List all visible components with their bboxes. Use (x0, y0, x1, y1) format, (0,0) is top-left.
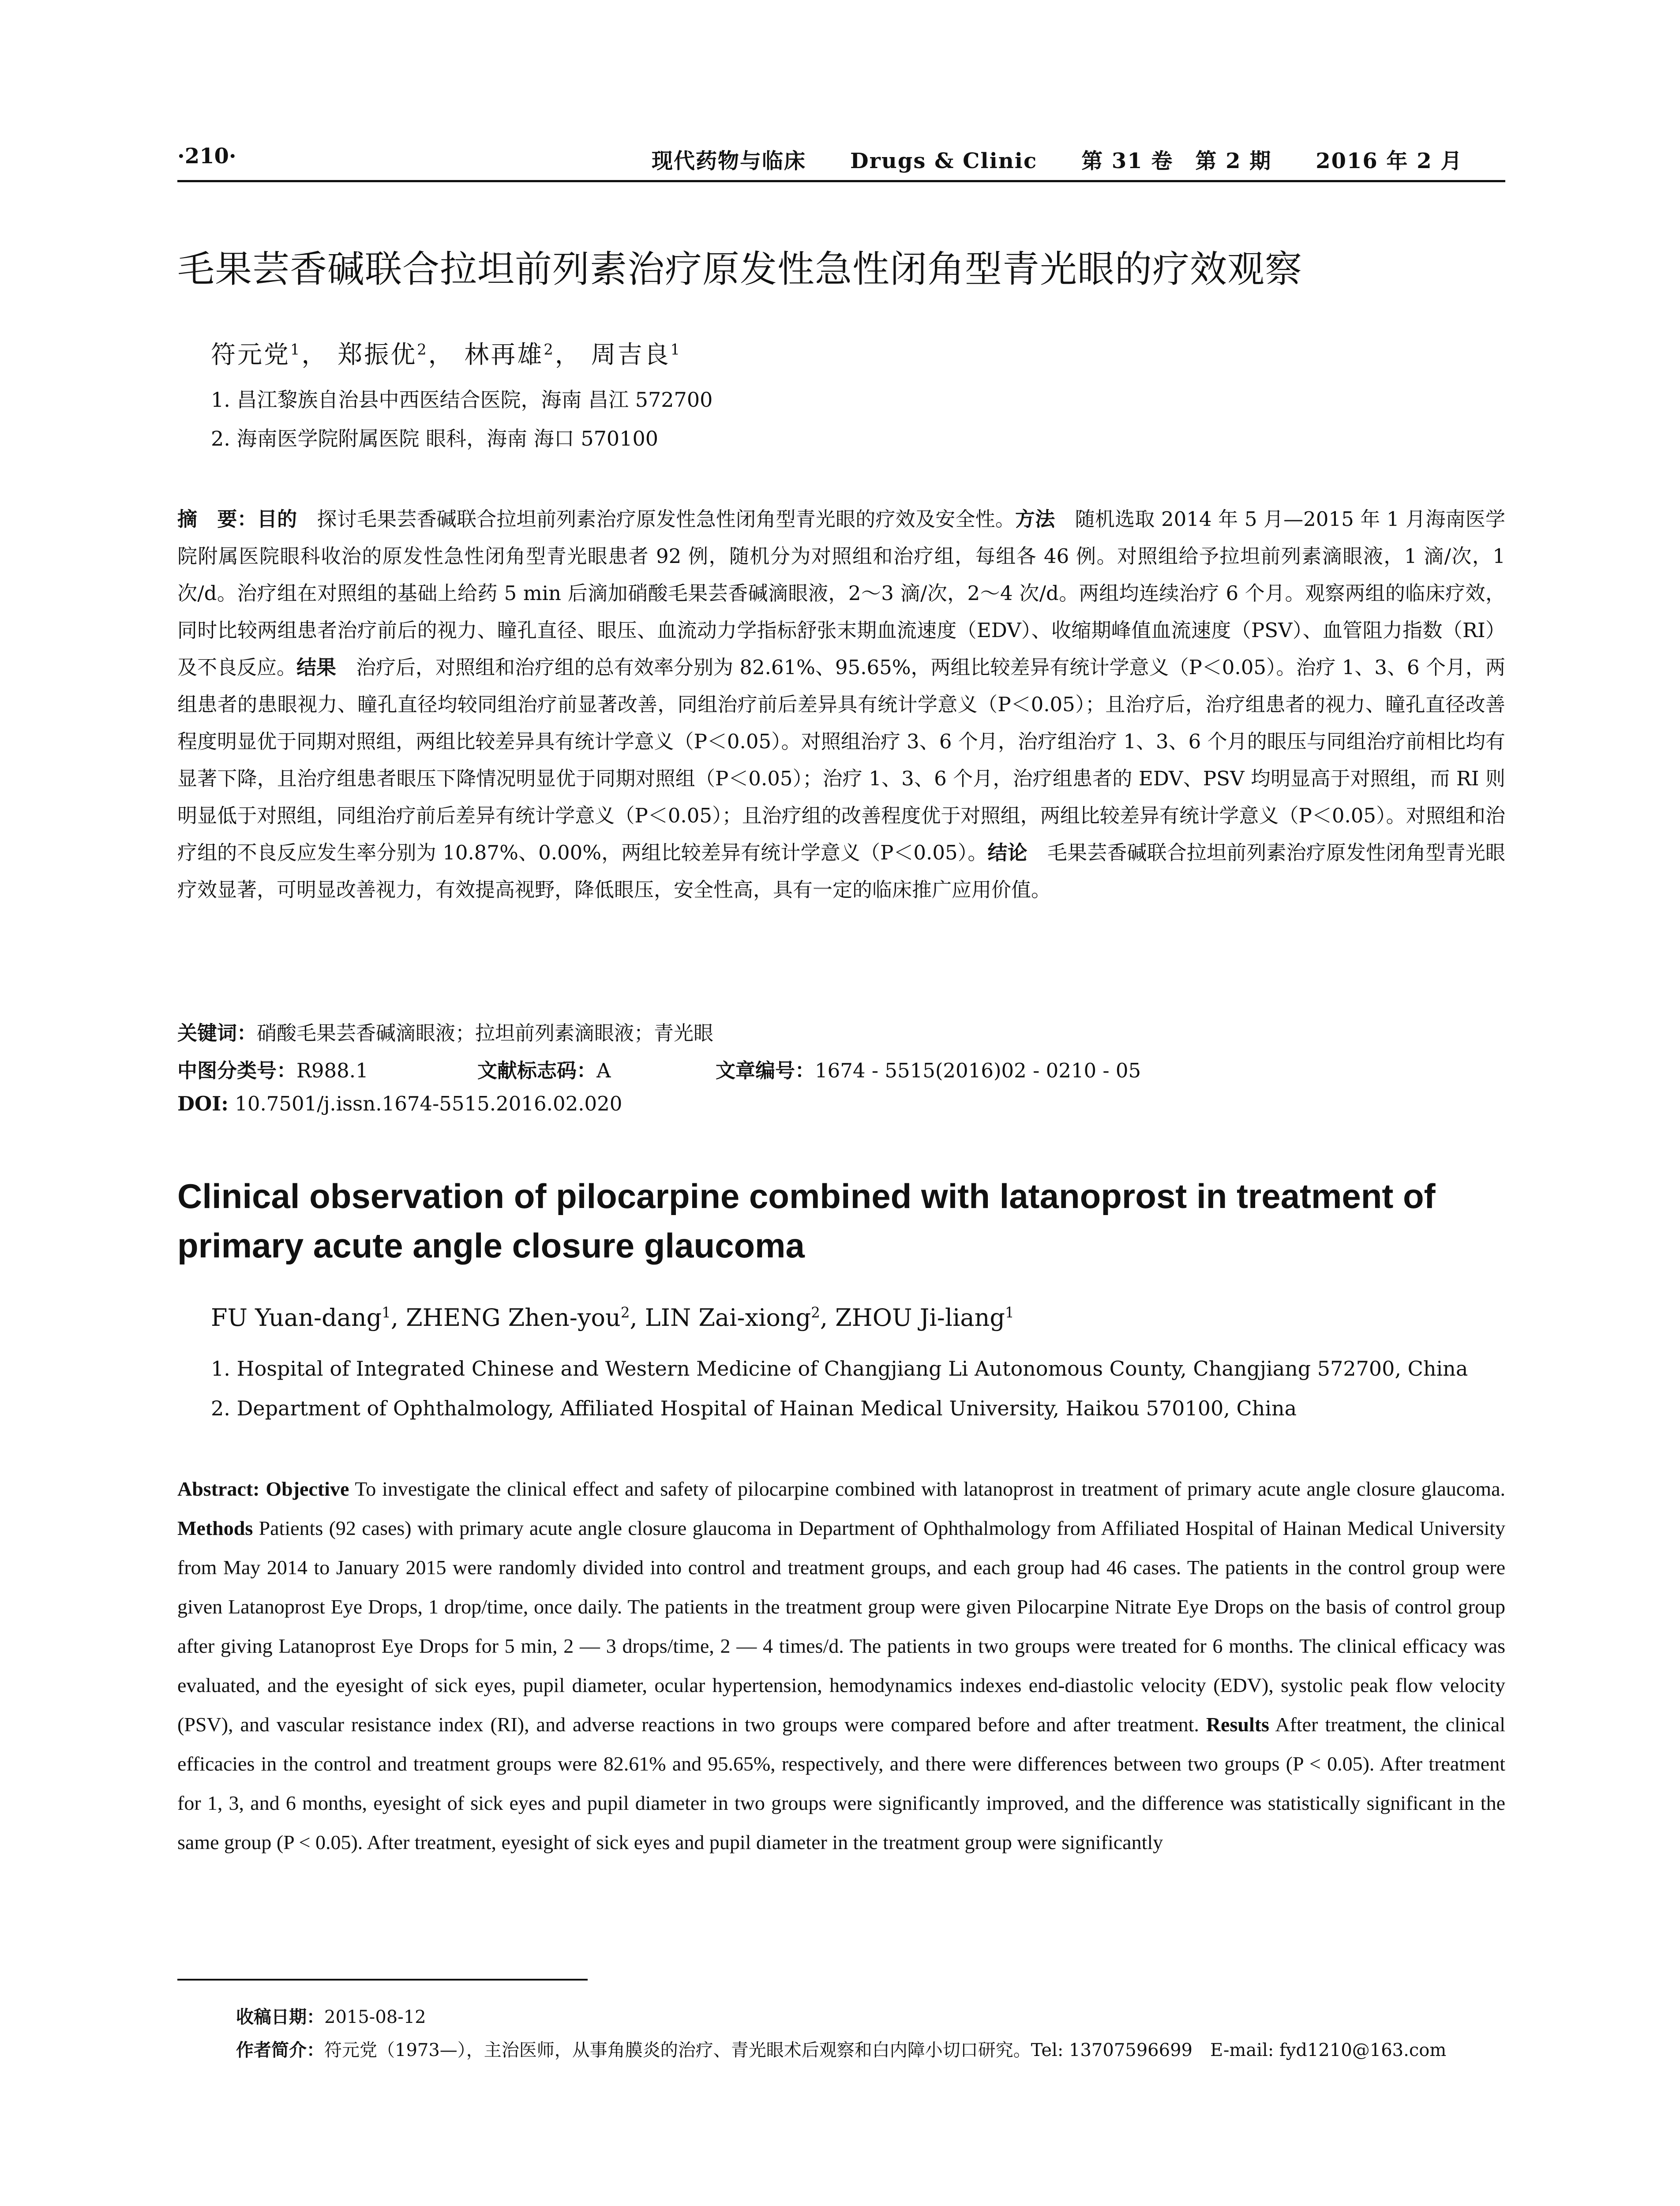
author-affiliation-mark: 1 (1005, 1304, 1014, 1321)
author-name: ZHENG Zhen-you (406, 1304, 621, 1332)
results-text: 治疗后，对照组和治疗组的总有效率分别为 82.61%、95.65%，两组比较差异有统计学意义（P＜0.05）。治疗 1、3、6 个月，两组患者的患眼视力、瞳孔直径均较同组治疗前显著改善，同组治疗前后差异具有统计学意义（P＜0.05）；且治疗后，治疗组患者的视力、瞳孔直径改善程度明显优于同期对照组，两组比较差异具有统计学意义（P＜0.05）。对照组治疗 3、6 个月，治疗组治疗 1、3、6 个月的眼压与同组治疗前相比均有显著下降，且治疗组患者眼压下降情况明显优于同期对照组（P＜0.05）；治疗 1、3、6 个月，治疗组患者的 EDV、PSV 均明显高于对照组，而 RI 则明显低于对照组，同组治疗前后差异有统计学意义（P＜0.05）；且治疗组的改善程度优于对照组，两组比较差异有统计学意义（P＜0.05）。对照组和治疗组的不良反应发生率分别为 10.87%、0.00%，两组比较差异有统计学意义（P＜0.05）。 (177, 656, 1505, 864)
journal-issue-line: 现代药物与临床 Drugs & Clinic 第 31 卷 第 2 期 2016 年 2 月 (652, 149, 1463, 173)
author-affiliation-mark: 2 (620, 1304, 630, 1321)
english-affiliation-1: 1. Hospital of Integrated Chinese and Western Medicine of Changjiang Li Autonomous County, Changjiang 572700, China (211, 1357, 1468, 1381)
author-separator: ， (428, 341, 455, 369)
running-header (177, 140, 1505, 182)
bio-text: 符元党（1973—），主治医师，从事角膜炎的治疗、青光眼术后观察和白内障小切口研究。Tel: 13707596699 E-mail: fyd1210@163.com (324, 2040, 1447, 2060)
objective-text: To investigate the clinical effect and safety of pilocarpine combined with latanoprost in treatment of primary acute angle closure glaucoma. (349, 1478, 1505, 1500)
received-date: 2015-08-12 (324, 2007, 426, 2027)
keywords-label: 关键词： (177, 1021, 257, 1045)
methods-label: Methods (177, 1517, 253, 1539)
objective-text: 探讨毛果芸香碱联合拉坦前列素治疗原发性急性闭角型青光眼的疗效及安全性。 (297, 507, 1016, 531)
author-affiliation-mark: 1 (670, 341, 682, 358)
conclusion-label: 结论 (987, 841, 1028, 864)
author-separator: ， (555, 341, 581, 369)
author-affiliation-mark: 2 (417, 341, 428, 358)
methods-label: 方法 (1015, 507, 1055, 531)
author-name: 周吉良 (591, 341, 671, 369)
abstract-label: 摘 要： (177, 507, 257, 531)
author-separator: , (630, 1304, 645, 1332)
english-title: Clinical observation of pilocarpine combined with latanoprost in treatment of primary acute angle closure glaucoma (177, 1177, 1436, 1265)
chinese-abstract (177, 501, 1505, 908)
english-abstract (177, 1469, 1505, 1862)
author-affiliation-mark: 1 (382, 1304, 391, 1321)
author-name: LIN Zai-xiong (645, 1304, 811, 1332)
author-name: 林再雄 (464, 341, 544, 369)
chinese-affiliation-1: 1. 昌江黎族自治县中西医结合医院，海南 昌江 572700 (211, 388, 713, 412)
methods-text: Patients (92 cases) with primary acute angle closure glaucoma in Department of Ophthalmology from Affiliated Hospital of Hainan Medical University from May 2014 to January 2015 were randomly divided into control and treatment groups, and each group had 46 cases. The patients in the control group were given Latanoprost Eye Drops, 1 drop/time, once daily. The patients in the treatment group were given Pilocarpine Nitrate Eye Drops on the basis of control group after giving Latanoprost Eye Drops for 5 min, 2 — 3 drops/time, 2 — 4 times/d. The patients in two groups were treated for 6 months. The clinical efficacy was evaluated, and the eyesight of sick eyes, pupil diameter, ocular hypertension, hemodynamics indexes end-diastolic velocity (EDV), systolic peak flow velocity (PSV), and vascular resistance index (RI), and adverse reactions in two groups were compared before and after treatment. (177, 1517, 1505, 1736)
author-name: 符元党 (211, 341, 290, 369)
classification-line (177, 1054, 1505, 1083)
author-bio-footnote (236, 2036, 1446, 2061)
methods-text: 随机选取 2014 年 5 月—2015 年 1 月海南医学院附属医院眼科收治的原发性急性闭角型青光眼患者 92 例，随机分为对照组和治疗组，每组各 46 例。对照组给予拉坦前列素滴眼液，1 滴/次，1 次/d。治疗组在对照组的基础上给药 5 min 后滴加硝酸毛果芸香碱滴眼液，2～3 滴/次，2～4 次/d。两组均连续治疗 6 个月。观察两组的临床疗效，同时比较两组患者治疗前后的视力、瞳孔直径、眼压、血流动力学指标舒张末期血流速度（EDV）、收缩期峰值血流速度（PSV）、血管阻力指数（RI）及不良反应。 (177, 507, 1505, 679)
author-affiliation-mark: 2 (811, 1304, 820, 1321)
doi-line (177, 1092, 1505, 1115)
article-id-label: 文章编号： (716, 1059, 815, 1082)
english-affiliation-2: 2. Department of Ophthalmology, Affiliated Hospital of Hainan Medical University, Haikou 570100, China (211, 1396, 1297, 1420)
english-author-list (211, 1304, 1014, 1332)
doc-code-value: A (596, 1059, 611, 1082)
objective-label: 目的 (257, 507, 297, 531)
conclusion-text: 毛果芸香碱联合拉坦前列素治疗原发性闭角型青光眼疗效显著，可明显改善视力，有效提高视野，降低眼压，安全性高，具有一定的临床推广应用价值。 (177, 841, 1505, 901)
chinese-author-list (211, 335, 682, 371)
author-name: FU Yuan-dang (211, 1304, 382, 1332)
keywords-line (177, 1017, 1505, 1046)
keywords-text: 硝酸毛果芸香碱滴眼液；拉坦前列素滴眼液；青光眼 (257, 1021, 714, 1045)
results-label: Results (1206, 1713, 1269, 1736)
author-separator: ， (301, 341, 328, 369)
results-text: After treatment, the clinical efficacies in the control and treatment groups were 82.61% and 95.65%, respectively, and there were differences between two groups (P < 0.05). After treatment for 1, 3, and 6 months, eyesight of sick eyes and pupil diameter in two groups were significantly improved, and the difference was statistically significant in the same group (P < 0.05). After treatment, eyesight of sick eyes and pupil diameter in the treatment group were significantly (177, 1713, 1506, 1853)
received-label: 收稿日期： (236, 2007, 324, 2027)
footnote-divider (177, 1979, 588, 1981)
author-name: 郑振优 (338, 341, 417, 369)
author-separator: , (390, 1304, 406, 1332)
article-id-value: 1674 - 5515(2016)02 - 0210 - 05 (815, 1059, 1141, 1082)
page-number: ·210· (177, 144, 236, 169)
bio-label: 作者简介： (236, 2040, 324, 2060)
received-date-footnote (236, 2003, 426, 2028)
abstract-objective-label: Abstract: Objective (177, 1478, 349, 1500)
doi-label: DOI: (177, 1092, 229, 1115)
doi-link[interactable]: 10.7501/j.issn.1674-5515.2016.02.020 (228, 1092, 622, 1115)
author-affiliation-mark: 1 (290, 341, 302, 358)
author-affiliation-mark: 2 (544, 341, 555, 358)
author-name: ZHOU Ji-liang (835, 1304, 1005, 1332)
doc-code-label: 文献标志码： (477, 1059, 597, 1082)
chinese-title: 毛果芸香碱联合拉坦前列素治疗原发性急性闭角型青光眼的疗效观察 (177, 248, 1303, 291)
chinese-affiliation-2: 2. 海南医学院附属医院 眼科，海南 海口 570100 (211, 427, 658, 450)
results-label: 结果 (296, 656, 337, 679)
clc-value: R988.1 (296, 1059, 368, 1082)
clc-label: 中图分类号： (177, 1059, 297, 1082)
author-separator: , (820, 1304, 836, 1332)
